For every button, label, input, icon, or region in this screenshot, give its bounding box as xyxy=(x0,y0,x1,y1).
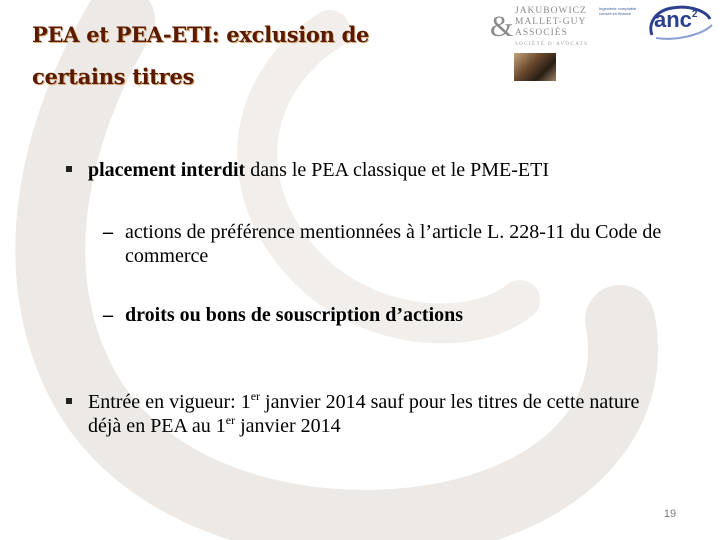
slide-title: PEA et PEA-ETI: exclusion de certains titres xyxy=(32,22,370,89)
bullet-text: dans le PEA classique et le PME-ETI xyxy=(245,159,550,181)
logo-firm-name: JAKUBOWICZ MALLET-GUY ASSOCIÉS xyxy=(515,6,587,38)
bullet-placement-interdit xyxy=(88,158,688,182)
logo-monogram: & xyxy=(490,10,514,42)
bullet-square-icon xyxy=(66,166,72,172)
ampersand-logo-icon xyxy=(488,10,514,42)
page-number: 19 xyxy=(663,508,677,520)
sub-item-droits-souscription: – droits ou bons de souscription d’actions xyxy=(103,304,464,326)
jakubowicz-mallet-guy-logo xyxy=(488,4,588,50)
anc-logo-text: anc$^2$ xyxy=(654,7,698,32)
bullet-square-icon xyxy=(66,398,72,404)
anc-logo xyxy=(646,5,716,41)
bullet-entree-en-vigueur: Entrée en vigueur: 1er janvier 2014 sauf pour les titres de cette nature déjà en PEA au 1er janvier 2014 xyxy=(88,390,648,438)
logo-photo xyxy=(514,53,556,81)
dash-icon: – xyxy=(103,221,113,243)
partner-logo-text: Ingénierie comptable · conseil en finance xyxy=(599,6,639,16)
bullet-bold-text: placement interdit xyxy=(88,159,246,181)
logo-firm-tagline: SOCIÉTÉ D’AVOCATS xyxy=(515,42,589,47)
sub-item-actions-preference: – actions de préférence mentionnées à l’article L. 228-11 du Code de commerce xyxy=(103,221,662,267)
dash-icon: – xyxy=(103,304,113,326)
